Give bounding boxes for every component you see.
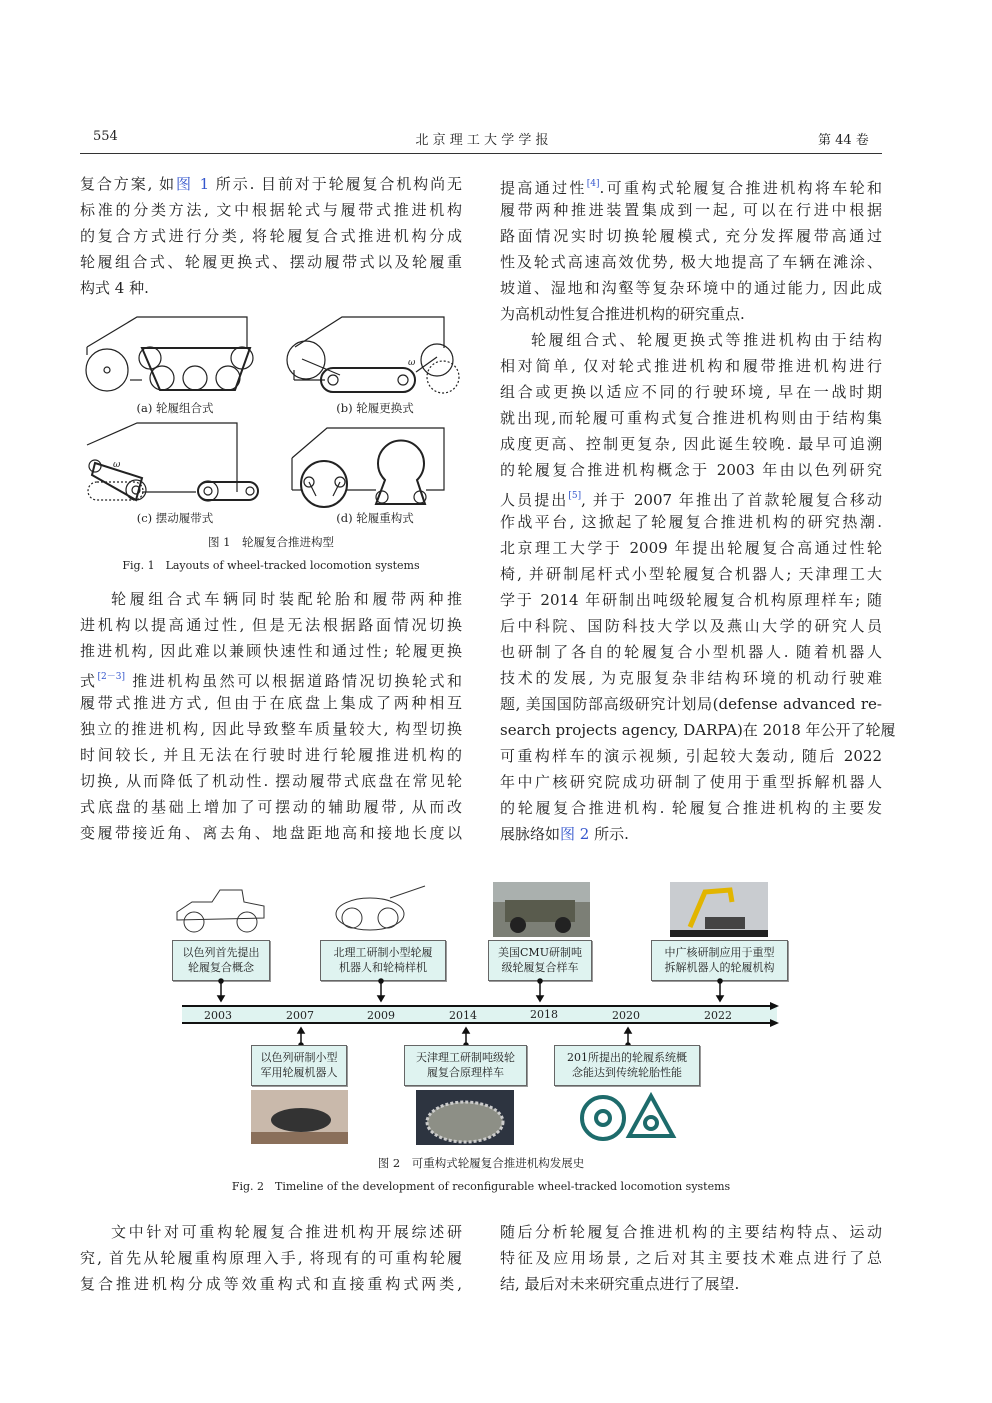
text-line: 北京理工大学于 2009 年提出轮履复合高通过性轮 xyxy=(500,539,882,557)
text-segment: , 并于 2007 年推出了首款轮履复合移动 xyxy=(581,491,882,509)
text-line xyxy=(80,664,462,690)
text-segment: 式 xyxy=(80,672,98,690)
text-line: 变履带接近角、离去角、地盘距地高和接地长度以 xyxy=(80,824,462,842)
text-line: search projects agency, DARPA)在 2018 年公开了轮履 xyxy=(500,721,896,739)
omega-label: ω xyxy=(408,358,416,368)
text-line: 究, 首先从轮履重构原理入手, 将现有的可重构轮履 xyxy=(80,1249,462,1267)
year-label: 2003 xyxy=(204,1009,232,1022)
text-line: 椅, 并研制尾杆式小型轮履复合机器人; 天津理工大 xyxy=(500,565,882,583)
text-line: 组合或更换以适应不同的行驶环境, 早在一战时期 xyxy=(500,383,882,401)
text-line xyxy=(500,171,882,197)
event-box-2009: 北理工研制小型轮履 机器人和轮椅样机 xyxy=(320,940,446,981)
text-line: 构式 4 种. xyxy=(80,279,149,297)
photo-cmu-vehicle xyxy=(493,882,590,937)
figure-link[interactable]: 图 1 xyxy=(175,175,210,193)
text-line: 学于 2014 年研制出吨级轮履复合机构原理样车; 随 xyxy=(500,591,882,609)
text-line: 年中广核研究院成功研制了使用于重型拆解机器人 xyxy=(500,773,882,791)
year-label: 2007 xyxy=(286,1009,314,1022)
year-label: 2009 xyxy=(367,1009,395,1022)
text-line: 就出现,而轮履可重构式复合推进机构则由于结构集 xyxy=(500,409,882,427)
year-label: 2018 xyxy=(530,1008,558,1021)
text-line: 的轮履复合推进机构概念于 2003 年由以色列研究 xyxy=(500,461,882,479)
text-segment: .可重构式轮履复合推进机构将车轮和 xyxy=(599,179,882,197)
text-line: 成度更高、控制更复杂, 因此诞生较晚. 最早可追溯 xyxy=(500,435,882,453)
page-number: 554 xyxy=(93,129,118,144)
subcaption-b: (b) 轮履更换式 xyxy=(336,401,414,415)
event-box-2020: 201所提出的轮履系统概 念能达到传统轮胎性能 xyxy=(554,1045,700,1086)
text-line: 性及轮式高速高效优势, 极大地提高了车辆在滩涂、 xyxy=(500,253,882,271)
text-line: 式底盘的基础上增加了可摆动的辅助履带, 从而改 xyxy=(80,798,462,816)
text-segment: 推进机构虽然可以根据道路情况切换轮式和 xyxy=(124,672,462,690)
right-para-2 xyxy=(500,327,896,847)
text-line: 履带两种推进装置集成到一起, 可以在行进中根据 xyxy=(500,201,882,219)
bottom-left-para xyxy=(80,1219,462,1297)
text-line: 技术的发展, 为克服复杂非结构环境的机动行驶难 xyxy=(500,669,882,687)
event-box-2018: 美国CMU研制吨 级轮履复合样车 xyxy=(488,940,592,981)
text-line: 路面情况实时切换轮履模式, 充分发挥履带高通过 xyxy=(500,227,882,245)
text-segment: 人员提出 xyxy=(500,491,569,509)
sketch-wheel-track-reconfigurable xyxy=(292,428,444,507)
text-line: 后中科院、国防科技大学以及燕山大学的研究人员 xyxy=(500,617,882,635)
figure-2-caption-en: Fig. 2 Timeline of the development of reconfigurable wheel-tracked locomotion systems xyxy=(231,1180,731,1193)
text-line: 履带式推进方式, 但由于在底盘上集成了两种相互 xyxy=(80,694,462,712)
text-line: 轮履组合式、轮履更换式、摆动履带式以及轮履重 xyxy=(80,253,462,271)
text-line: 题, 美国国防部高级研究计划局(defense advanced re- xyxy=(500,695,882,713)
left-para-1 xyxy=(80,171,462,301)
text-line: 特征及应用场景, 之后对其主要技术难点进行了总 xyxy=(500,1249,882,1267)
text-segment: 所示. 目前对于轮履复合机构尚无 xyxy=(209,175,462,193)
text-line: 进机构以提高通过性, 但是无法根据路面情况切换 xyxy=(80,616,462,634)
sketch-wheel-track-swap xyxy=(287,317,459,393)
header-rule xyxy=(80,153,882,154)
text-line: 坡道、湿地和沟壑等复杂环境中的通过能力, 因此成 xyxy=(500,279,882,297)
text-line: 为高机动性复合推进机构的研究重点. xyxy=(500,305,745,323)
journal-title: 北 京 理 工 大 学 学 报 xyxy=(415,133,549,148)
text-line xyxy=(500,483,882,509)
text-line: 轮履组合式、轮履更换式等推进机构由于结构 xyxy=(531,331,882,349)
volume-label: 第 44 卷 xyxy=(818,133,869,148)
text-line: 时间较长, 并且无法在行驶时进行轮履推进机构的 xyxy=(80,746,462,764)
citation-ref[interactable]: [4] xyxy=(586,179,600,189)
text-line: 可重构样车的演示视频, 引起较大轰动, 随后 2022 xyxy=(500,747,882,765)
photo-israel-robot xyxy=(251,1090,348,1144)
text-line: 结, 最后对未来研究重点进行了展望. xyxy=(500,1275,740,1293)
text-line: 轮履组合式车辆同时装配轮胎和履带两种推 xyxy=(111,590,462,608)
sketch-wheel-track-combined xyxy=(86,317,253,391)
text-segment: 展脉络如 xyxy=(500,825,561,843)
photo-tianjin-vehicle xyxy=(416,1090,514,1145)
figure-link[interactable]: 图 2 xyxy=(560,825,590,843)
text-line: 文中针对可重构轮履复合推进机构开展综述研 xyxy=(111,1223,462,1241)
figure-2-caption-cn: 图 2 可重构式轮履复合推进机构发展史 xyxy=(377,1156,585,1170)
text-line: 随后分析轮履复合推进机构的主要结构特点、运动 xyxy=(500,1223,882,1241)
figure-1-caption-en: Fig. 1 Layouts of wheel-tracked locomotion systems xyxy=(122,559,420,572)
photo-201-wheels xyxy=(578,1090,678,1145)
event-box-2007: 以色列研制小型 军用轮履机器人 xyxy=(251,1045,347,1086)
text-line: 标准的分类方法, 文中根据轮式与履带式推进机构 xyxy=(80,201,462,219)
citation-ref[interactable]: [2－3] xyxy=(97,672,125,682)
year-label: 2022 xyxy=(704,1009,732,1022)
figure-1-caption-cn: 图 1 轮履复合推进构型 xyxy=(208,535,334,549)
text-line xyxy=(80,171,462,197)
citation-ref[interactable]: [5] xyxy=(568,491,582,501)
year-label: 2020 xyxy=(612,1009,640,1022)
text-segment: 提高通过性 xyxy=(500,179,587,197)
text-line: 独立的推进机构, 因此导致整车质量较大, 构型切换 xyxy=(80,720,462,738)
left-para-2 xyxy=(80,586,462,846)
text-line: 作战平台, 这掀起了轮履复合推进机构的研究热潮. xyxy=(500,513,882,531)
event-box-2003: 以色列首先提出 轮履复合概念 xyxy=(172,940,270,981)
photo-cgn-robot xyxy=(670,882,768,937)
text-line: 也研制了各自的轮履复合小型机器人. 随着机器人 xyxy=(500,643,882,661)
text-line: 的复合方式进行分类, 将轮履复合式推进机构分成 xyxy=(80,227,462,245)
photo-israel-concept xyxy=(172,882,270,937)
subcaption-d: (d) 轮履重构式 xyxy=(336,511,414,525)
text-line: 的轮履复合推进机构. 轮履复合推进机构的主要发 xyxy=(500,799,882,817)
subcaption-c: (c) 摆动履带式 xyxy=(136,511,214,525)
event-box-2022: 中广核研制应用于重型 拆解机器人的轮履机构 xyxy=(651,940,788,981)
bottom-right-para xyxy=(500,1219,882,1297)
photo-bit-robot xyxy=(330,882,430,937)
right-para-1 xyxy=(500,171,882,327)
text-line: 推进机构, 因此难以兼顾快速性和通过性; 轮履更换 xyxy=(80,642,462,660)
subcaption-a: (a) 轮履组合式 xyxy=(136,401,214,415)
year-label: 2014 xyxy=(449,1009,477,1022)
text-line: 复合推进机构分成等效重构式和直接重构式两类, xyxy=(80,1275,462,1293)
omega-label-c: ω xyxy=(113,460,121,470)
text-segment: 复合方案, 如 xyxy=(80,175,176,193)
text-line xyxy=(500,821,882,847)
event-box-2014: 天津理工研制吨级轮 履复合原理样车 xyxy=(404,1045,527,1086)
text-line: 相对简单, 仅对轮式推进机构和履带推进机构进行 xyxy=(500,357,882,375)
timeline-axis xyxy=(170,978,790,1048)
text-line: 切换, 从而降低了机动性. 摆动履带式底盘在常见轮 xyxy=(80,772,462,790)
text-segment: 所示. xyxy=(589,825,629,843)
